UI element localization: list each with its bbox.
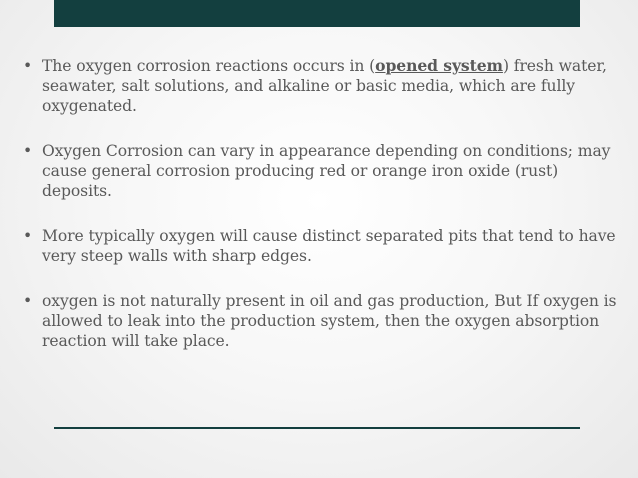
header-bar <box>54 0 580 27</box>
bullet-3-text: More typically oxygen will cause distinct separated pits that tend to have very steep walls with sharp edges. <box>42 227 616 265</box>
footer-divider <box>54 427 580 429</box>
bullet-marker: • <box>23 57 33 75</box>
bullet-item-2 <box>22 141 622 201</box>
bullet-2-text: Oxygen Corrosion can vary in appearance depending on conditions; may cause general corrosion producing red or orange iron oxide (rust) deposits. <box>42 142 611 200</box>
bullet-item-1 <box>22 56 622 116</box>
bullet-item-4 <box>22 291 622 351</box>
bullet-1-emphasis: opened system <box>375 56 503 75</box>
bullet-1-text-after: ) fresh water, seawater, salt solutions, and alkaline or basic media, which are fully oxygenated. <box>42 57 607 115</box>
bullet-marker: • <box>23 227 33 245</box>
bullet-item-3 <box>22 226 622 266</box>
bullet-marker: • <box>23 292 33 310</box>
bullet-1-text-before: The oxygen corrosion reactions occurs in ( <box>42 57 376 75</box>
bullet-4-text: oxygen is not naturally present in oil and gas production, But If oxygen is allowed to leak into the production system, then the oxygen absorption reaction will take place. <box>42 292 617 350</box>
bullet-list <box>22 56 622 376</box>
bullet-marker: • <box>23 142 33 160</box>
